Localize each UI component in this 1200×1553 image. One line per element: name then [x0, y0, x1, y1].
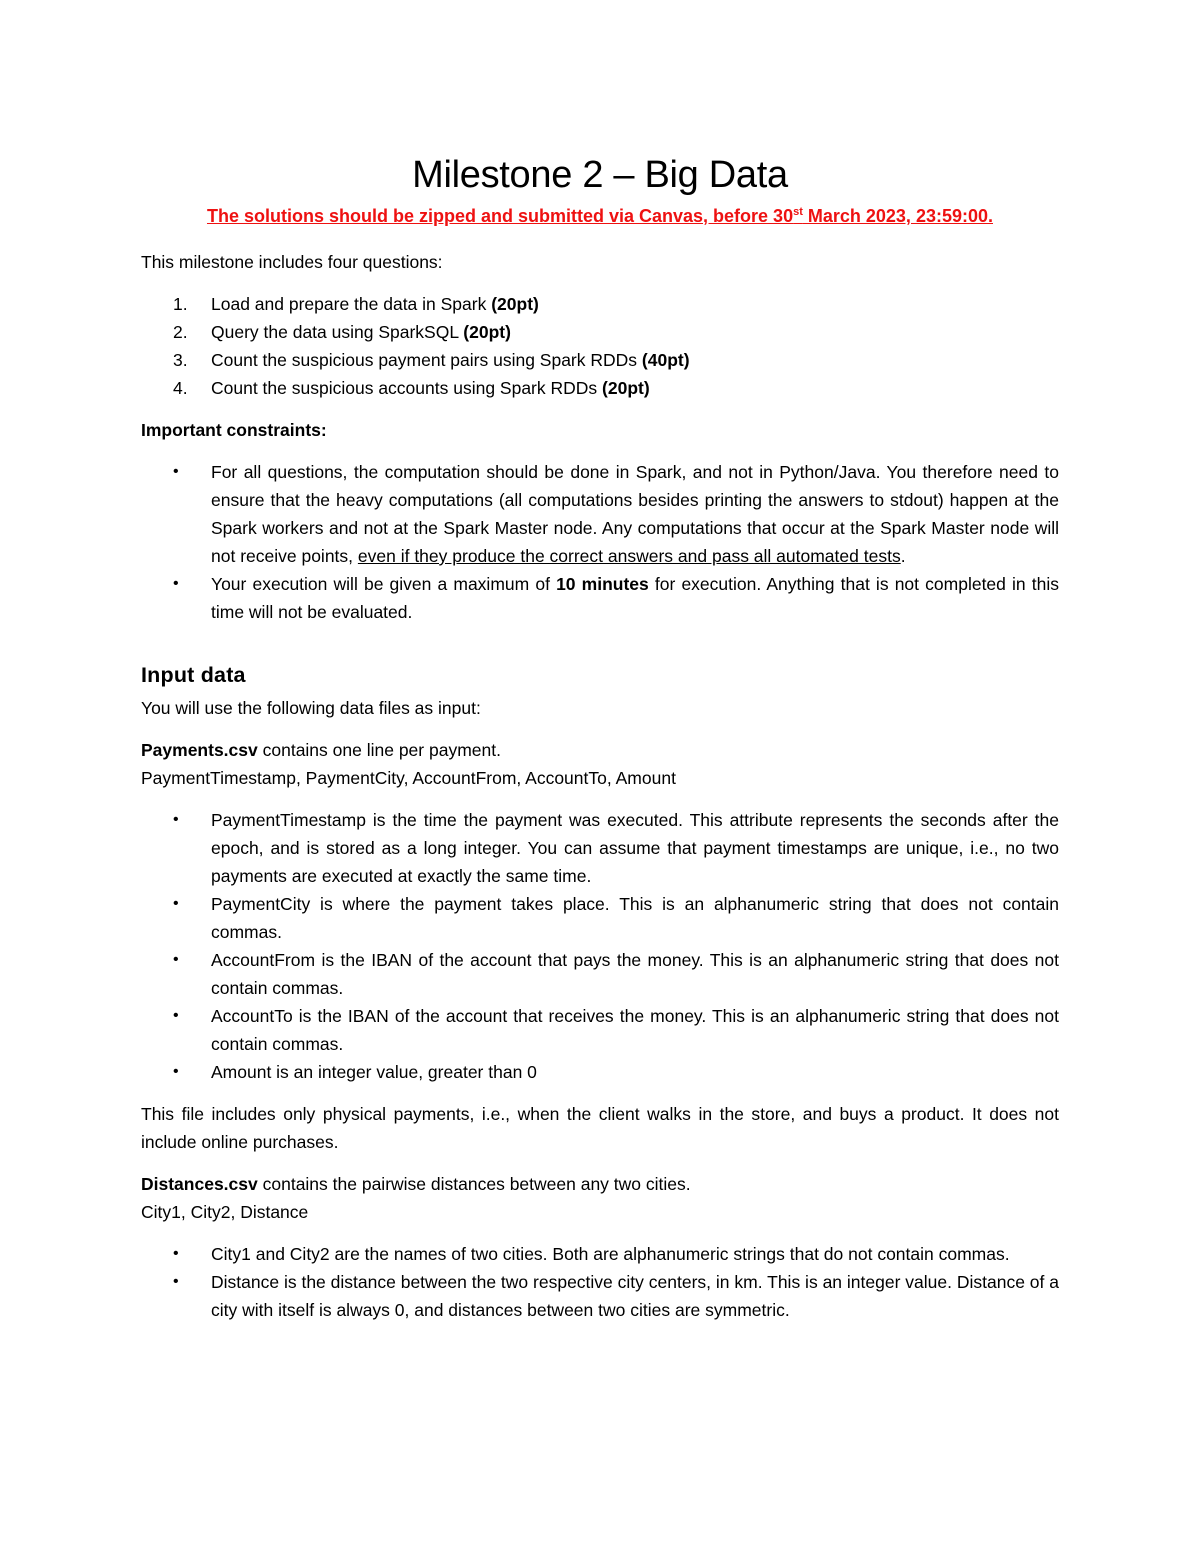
payments-note: This file includes only physical payments, i.e., when the client walks in the store, and buys a product. It does not include online purchases.	[141, 1104, 1059, 1152]
question-item	[141, 374, 1059, 402]
input-data-heading: Input data	[141, 663, 246, 687]
bullet-icon: •	[173, 951, 179, 968]
constraint-text-end: for execution. Anything that is not completed in this time will not be evaluated.	[211, 574, 1059, 622]
question-number: 4.	[173, 378, 188, 398]
list-item	[141, 1240, 1059, 1268]
constraint-bold-text: 10 minutes	[556, 574, 649, 594]
list-item-text: PaymentTimestamp is the time the payment was executed. This attribute represents the seconds after the epoch, and is stored as a long integer. You can assume that payment timestamps are unique, i.e., no two payments are executed at exactly the same time.	[211, 810, 1059, 886]
intro-text: This milestone includes four questions:	[141, 252, 443, 272]
question-item	[141, 318, 1059, 346]
constraint-item	[141, 458, 1059, 570]
distances-file-intro	[141, 1170, 1059, 1198]
payments-file-intro	[141, 736, 1059, 764]
question-points: (20pt)	[602, 378, 650, 398]
deadline-date: March 2023, 23:59:00.	[802, 206, 993, 226]
list-item-text: PaymentCity is where the payment takes place. This is an alphanumeric string that does not contain commas.	[211, 894, 1059, 942]
bullet-icon: •	[173, 1063, 179, 1080]
input-intro: You will use the following data files as input:	[141, 698, 481, 718]
question-text: Count the suspicious payment pairs using Spark RDDs	[211, 350, 642, 370]
list-item-text: Distance is the distance between the two respective city centers, in km. This is an integer value. Distance of a city with itself is always 0, and distances between two cities are symmetric.	[211, 1272, 1059, 1320]
distances-attributes: City1, City2, Distance	[141, 1202, 309, 1222]
bullet-icon: •	[173, 1245, 179, 1262]
payments-file-name: Payments.csv	[141, 740, 258, 760]
question-number: 3.	[173, 350, 188, 370]
questions-list	[141, 290, 1059, 402]
distances-file-name: Distances.csv	[141, 1174, 258, 1194]
document-content	[141, 148, 1059, 1338]
payments-attribute-list	[141, 806, 1059, 1086]
list-item	[141, 806, 1059, 890]
constraint-end: .	[900, 546, 906, 566]
question-item	[141, 290, 1059, 318]
bullet-icon: •	[173, 1007, 179, 1024]
question-text: Query the data using SparkSQL	[211, 322, 464, 342]
question-points: (20pt)	[491, 294, 539, 314]
list-item	[141, 1058, 1059, 1086]
bullet-icon: •	[173, 811, 179, 828]
list-item	[141, 1002, 1059, 1058]
bullet-icon: •	[173, 1273, 179, 1290]
deadline-text: The solutions should be zipped and submitted via Canvas, before 30	[206, 206, 794, 226]
question-number: 2.	[173, 322, 188, 342]
bullet-icon: •	[173, 575, 179, 592]
question-points: (20pt)	[463, 322, 511, 342]
payments-attributes: PaymentTimestamp, PaymentCity, AccountFrom, AccountTo, Amount	[141, 768, 676, 788]
list-item-text: AccountFrom is the IBAN of the account that pays the money. This is an alphanumeric string that does not contain commas.	[211, 950, 1059, 998]
list-item	[141, 890, 1059, 946]
constraints-heading: Important constraints:	[141, 420, 327, 440]
list-item-text: Amount is an integer value, greater than 0	[211, 1062, 537, 1082]
constraint-item	[141, 570, 1059, 626]
deadline-superscript: st	[793, 206, 803, 218]
bullet-icon: •	[173, 895, 179, 912]
question-text: Count the suspicious accounts using Spark RDDs	[211, 378, 603, 398]
constraint-underlined-text: even if they produce the correct answers and pass all automated tests	[357, 546, 901, 566]
deadline-notice	[141, 202, 1059, 230]
question-number: 1.	[173, 294, 188, 314]
constraint-text: For all questions, the computation should be done in Spark, and not in Python/Java. You therefore need to ensure that the heavy computations (all computations besides printing the answers to stdout) happen at the Spark workers and not at the Spark Master node. Any computations that occur at the Spark Master node will not receive points,	[211, 462, 1059, 566]
list-item	[141, 946, 1059, 1002]
payments-file-desc: contains one line per payment.	[257, 740, 501, 760]
constraint-text: Your execution will be given a maximum of	[211, 574, 557, 594]
distances-file-desc: contains the pairwise distances between any two cities.	[257, 1174, 691, 1194]
page-title: Milestone 2 – Big Data	[412, 154, 788, 196]
question-item	[141, 346, 1059, 374]
distances-attribute-list	[141, 1240, 1059, 1324]
list-item	[141, 1268, 1059, 1324]
question-points: (40pt)	[641, 350, 690, 370]
question-text: Load and prepare the data in Spark	[211, 294, 492, 314]
bullet-icon: •	[173, 463, 179, 480]
list-item-text: AccountTo is the IBAN of the account that receives the money. This is an alphanumeric string that does not contain commas.	[211, 1006, 1059, 1054]
list-item-text: City1 and City2 are the names of two cities. Both are alphanumeric strings that do not contain commas.	[211, 1244, 1010, 1264]
constraints-list	[141, 458, 1059, 626]
